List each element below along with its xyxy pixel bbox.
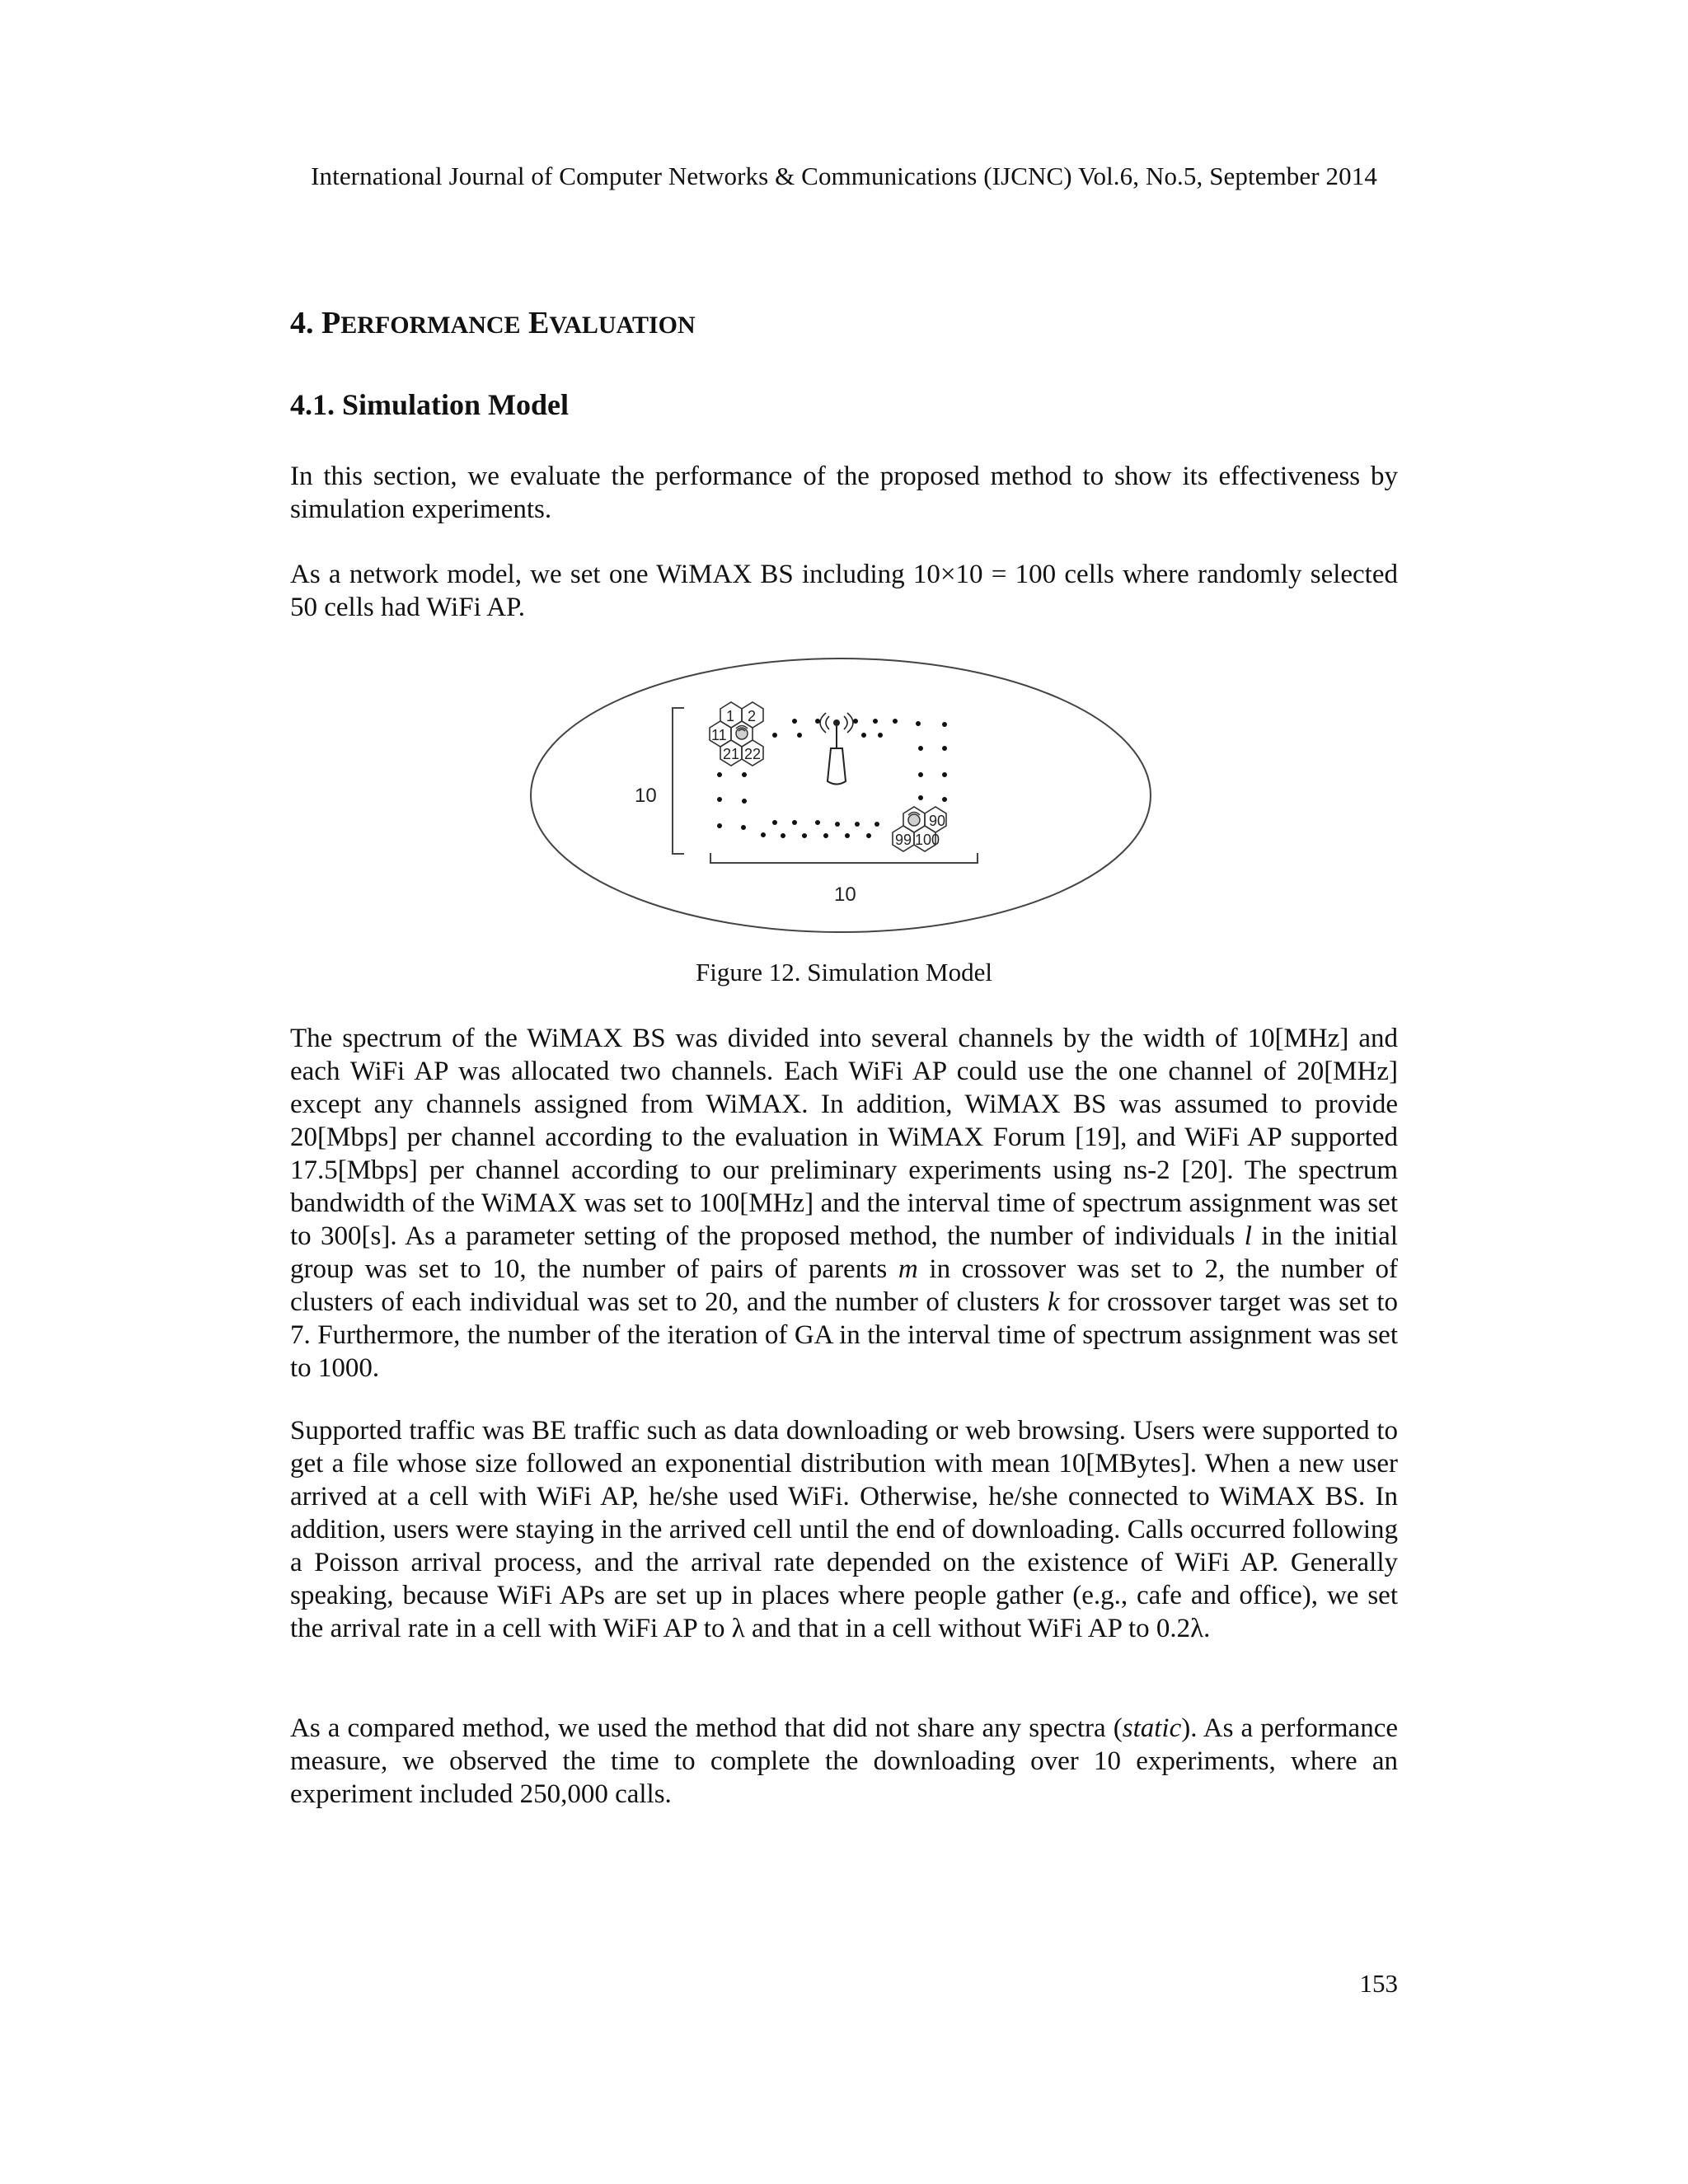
paragraph-compared-method: As a compared method, we used the method that did not share any spectra (static). As a performance measure, we observed the time to complete the downloading over 10 experiments, where an experiment included 250,000 calls. [290, 1713, 1398, 1809]
section-number: 4. [290, 306, 314, 340]
cell-label-11: 11 [711, 727, 727, 743]
simulation-model-figure [519, 643, 1162, 954]
running-head: International Journal of Computer Networks & Communications (IJCNC) Vol.6, No.5, September 2014 [311, 162, 1377, 190]
cell-label-1: 1 [726, 708, 735, 724]
paragraph-intro: In this section, we evaluate the performance of the proposed method to show its effectiveness by simulation experiments. [290, 462, 1398, 524]
cell-label-21: 21 [723, 746, 740, 762]
paragraph-spectrum-setup: The spectrum of the WiMAX BS was divided into several channels by the width of 10[MHz] and each WiFi AP was allocated two channels. Each WiFi AP could use the one channel of 20[MHz] except any channels assigned from WiMAX. In addition, WiMAX BS was assumed to provide 20[Mbps] per channel according to the evaluation in WiMAX Forum [19], and WiFi AP supported 17.5[Mbps] per channel according to our preliminary experiments using ns-2 [20]. The spectrum bandwidth of the WiMAX was set to 100[MHz] and the interval time of spectrum assignment was set to 300[s]. As a parameter setting of the proposed method, the number of individuals l in the initial group was set to 10, the number of pairs of parents m in crossover was set to 2, the number of clusters of each individual was set to 20, and the number of clusters k for crossover target was set to 7. Furthermore, the number of the iteration of GA in the interval time of spectrum assignment was set to 1000. [290, 1024, 1399, 1383]
page-number: 153 [1359, 1969, 1398, 1998]
wifi-ap-icon [908, 813, 920, 827]
wifi-ap-icon [736, 726, 748, 740]
section-title: 4. PERFORMANCE EVALUATION [290, 306, 696, 340]
cell-label-99: 99 [895, 832, 912, 848]
vertical-dimension-bracket [673, 708, 684, 854]
paragraph-network-model: As a network model, we set one WiMAX BS including 10×10 = 100 cells where randomly selected 50 cells had WiFi AP. [290, 560, 1398, 622]
paragraph-traffic-model: Supported traffic was BE traffic such as data downloading or web browsing. Users were supported to get a file whose size followed an exponential distribution with mean 10[MBytes]. When a new user arrived at a cell with WiFi AP, he/she used WiFi. Otherwise, he/she connected to WiMAX BS. In addition, users were staying in the arrived cell until the end of downloading. Calls occurred following a Poisson arrival process, and the arrival rate depended on the existence of WiFi AP. Generally speaking, because WiFi APs are set up in places where people gather (e.g., cafe and office), we set the arrival rate in a cell with WiFi AP to λ and that in a cell without WiFi AP to 0.2λ. [290, 1416, 1398, 1643]
vertical-dimension-label: 10 [635, 785, 657, 807]
horizontal-dimension-label: 10 [834, 883, 856, 906]
cell-label-2: 2 [748, 708, 757, 724]
simulation-model-diagram [519, 643, 1162, 949]
subsection-title: 4.1. Simulation Model [290, 388, 570, 421]
cell-label-100: 100 [915, 832, 940, 848]
cell-label-90: 90 [929, 813, 946, 829]
wimax-antenna-icon [820, 713, 853, 785]
horizontal-dimension-bracket [710, 853, 978, 863]
figure-caption: Figure 12. Simulation Model [696, 958, 992, 987]
cell-label-22: 22 [744, 746, 762, 762]
